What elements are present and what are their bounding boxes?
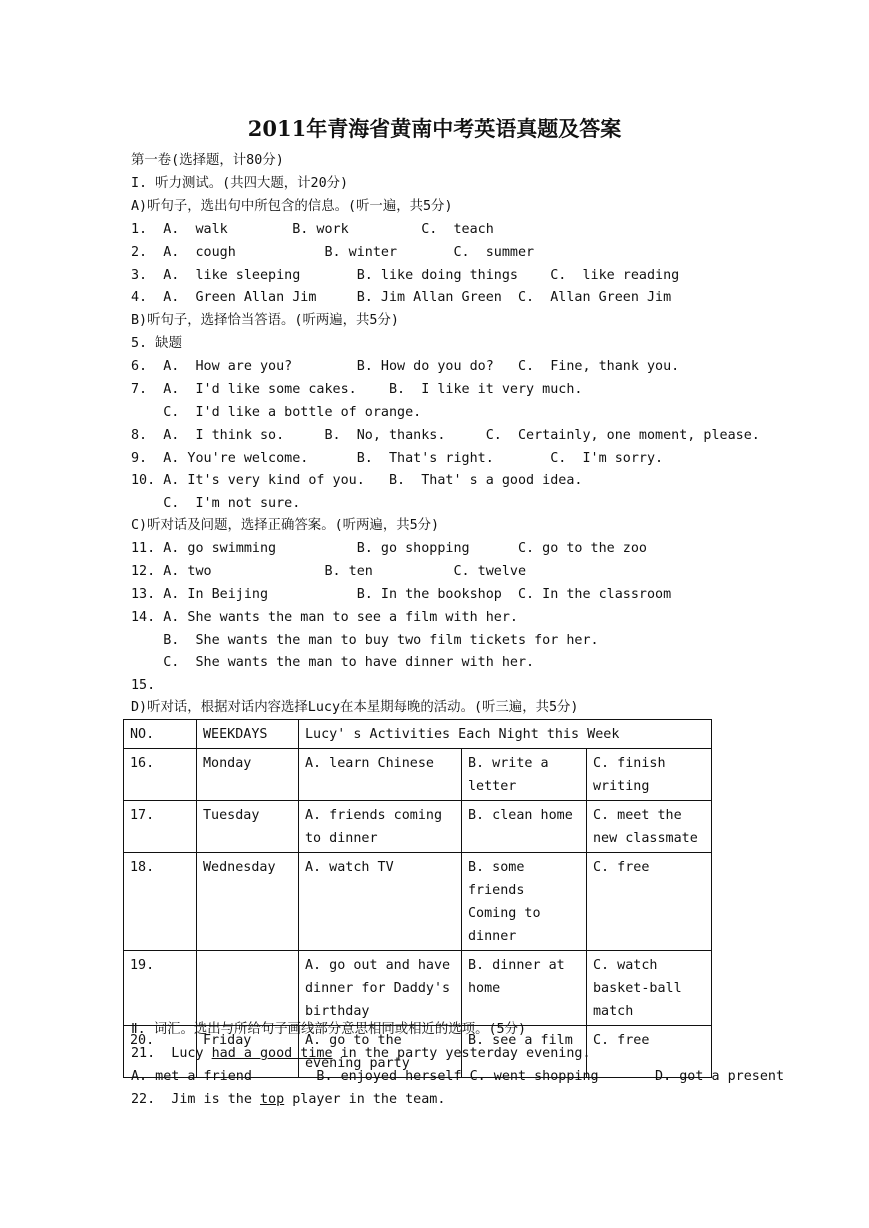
table-cell: B. some friends Coming to dinner — [462, 853, 587, 951]
table-cell: B. dinner at home — [462, 951, 587, 1026]
subsection-heading: A)听句子，选出句中所包含的信息。(听一遍，共5分) — [131, 199, 453, 214]
question-line: B. She wants the man to buy two film tickets for her. — [131, 633, 599, 648]
table-cell: 16. — [124, 749, 197, 801]
table-cell: A. watch TV — [299, 853, 462, 951]
question-line: 11. A. go swimming B. go shopping C. go to the zoo — [131, 541, 647, 556]
table-cell: C. meet the new classmate — [587, 801, 712, 853]
table-header-row — [124, 720, 712, 749]
table-cell: 18. — [124, 853, 197, 951]
table-cell: C. free — [587, 853, 712, 951]
part-heading: Ⅱ. 词汇。选出与所给句子画线部分意思相同或相近的选项。(5分) — [131, 1022, 527, 1037]
header-no: NO. — [124, 720, 197, 749]
subsection-heading: D)听对话，根据对话内容选择Lucy在本星期每晚的活动。(听三遍，共5分) — [131, 700, 579, 715]
q21-text-end: in the party yesterday evening. — [332, 1046, 591, 1061]
table-cell: Wednesday — [197, 853, 299, 951]
table-cell: B. write a letter — [462, 749, 587, 801]
q21-underlined-phrase: had a good time — [211, 1046, 333, 1061]
question-line: 4. A. Green Allan Jim B. Jim Allan Green C. Allan Green Jim — [131, 290, 672, 305]
header-activities: Lucy' s Activities Each Night this Week — [299, 720, 712, 749]
question-line: C. She wants the man to have dinner with her. — [131, 655, 535, 670]
document-title: 2011年青海省黄南中考英语真题及答案 — [247, 116, 622, 141]
question-line: 1. A. walk B. work C. teach — [131, 222, 494, 237]
table-row — [124, 951, 712, 1026]
question-line: 5. 缺题 — [131, 336, 182, 351]
table-row — [124, 749, 712, 801]
table-row — [124, 853, 712, 951]
q22-text-start: 22. Jim is the — [131, 1092, 260, 1107]
question-line: C. I'm not sure. — [131, 496, 301, 511]
q21-options: A. met a friend B. enjoyed herself C. went shopping D. got a present — [131, 1069, 785, 1084]
question-line: 12. A. two B. ten C. twelve — [131, 564, 527, 579]
table-cell: A. go out and have dinner for Daddy's birthday — [299, 951, 462, 1026]
q22-text-end: player in the team. — [284, 1092, 446, 1107]
section-header: 第一卷(选择题，计80分) — [131, 153, 284, 168]
table-cell: A. learn Chinese — [299, 749, 462, 801]
question-line: 2. A. cough B. winter C. summer — [131, 245, 535, 260]
subsection-heading: C)听对话及问题，选择正确答案。(听两遍，共5分) — [131, 518, 440, 533]
question-line: 6. A. How are you? B. How do you do? C. Fine, thank you. — [131, 359, 680, 374]
table-cell: C. finish writing — [587, 749, 712, 801]
table-cell — [197, 951, 299, 1026]
question-line: 9. A. You're welcome. B. That's right. C. I'm sorry. — [131, 451, 664, 466]
table-cell: C. watch basket-ball match — [587, 951, 712, 1026]
subsection-heading: B)听句子，选择恰当答语。(听两遍，共5分) — [131, 313, 399, 328]
q21-text-start: 21. Lucy — [131, 1046, 212, 1061]
question-line: 15. — [131, 678, 156, 693]
question-line: 14. A. She wants the man to see a film with her. — [131, 610, 518, 625]
question-21 — [131, 1045, 591, 1063]
header-weekdays: WEEKDAYS — [197, 720, 299, 749]
table-cell: B. clean home — [462, 801, 587, 853]
table-cell: B. see a film — [462, 1026, 587, 1078]
question-line: 7. A. I'd like some cakes. B. I like it very much. — [131, 382, 583, 397]
question-22 — [131, 1091, 445, 1109]
question-line: 13. A. In Beijing B. In the bookshop C. In the classroom — [131, 587, 672, 602]
question-line: 10. A. It's very kind of you. B. That' s a good idea. — [131, 473, 583, 488]
table-row — [124, 801, 712, 853]
q22-underlined-word: top — [260, 1092, 285, 1107]
question-line: 3. A. like sleeping B. like doing things C. like reading — [131, 268, 680, 283]
question-line: 8. A. I think so. B. No, thanks. C. Certainly, one moment, please. — [131, 428, 760, 443]
table-cell: 20. — [124, 1026, 197, 1078]
table-cell: C. free — [587, 1026, 712, 1078]
table-cell: A. friends coming to dinner — [299, 801, 462, 853]
table-cell: 17. — [124, 801, 197, 853]
part-heading: I. 听力测试。(共四大题，计20分) — [131, 176, 349, 191]
table-cell: 19. — [124, 951, 197, 1026]
table-cell: Friday — [197, 1026, 299, 1078]
question-line: C. I'd like a bottle of orange. — [131, 405, 422, 420]
table-cell: A. go to the evening party — [299, 1026, 462, 1078]
table-cell: Monday — [197, 749, 299, 801]
table-cell: Tuesday — [197, 801, 299, 853]
